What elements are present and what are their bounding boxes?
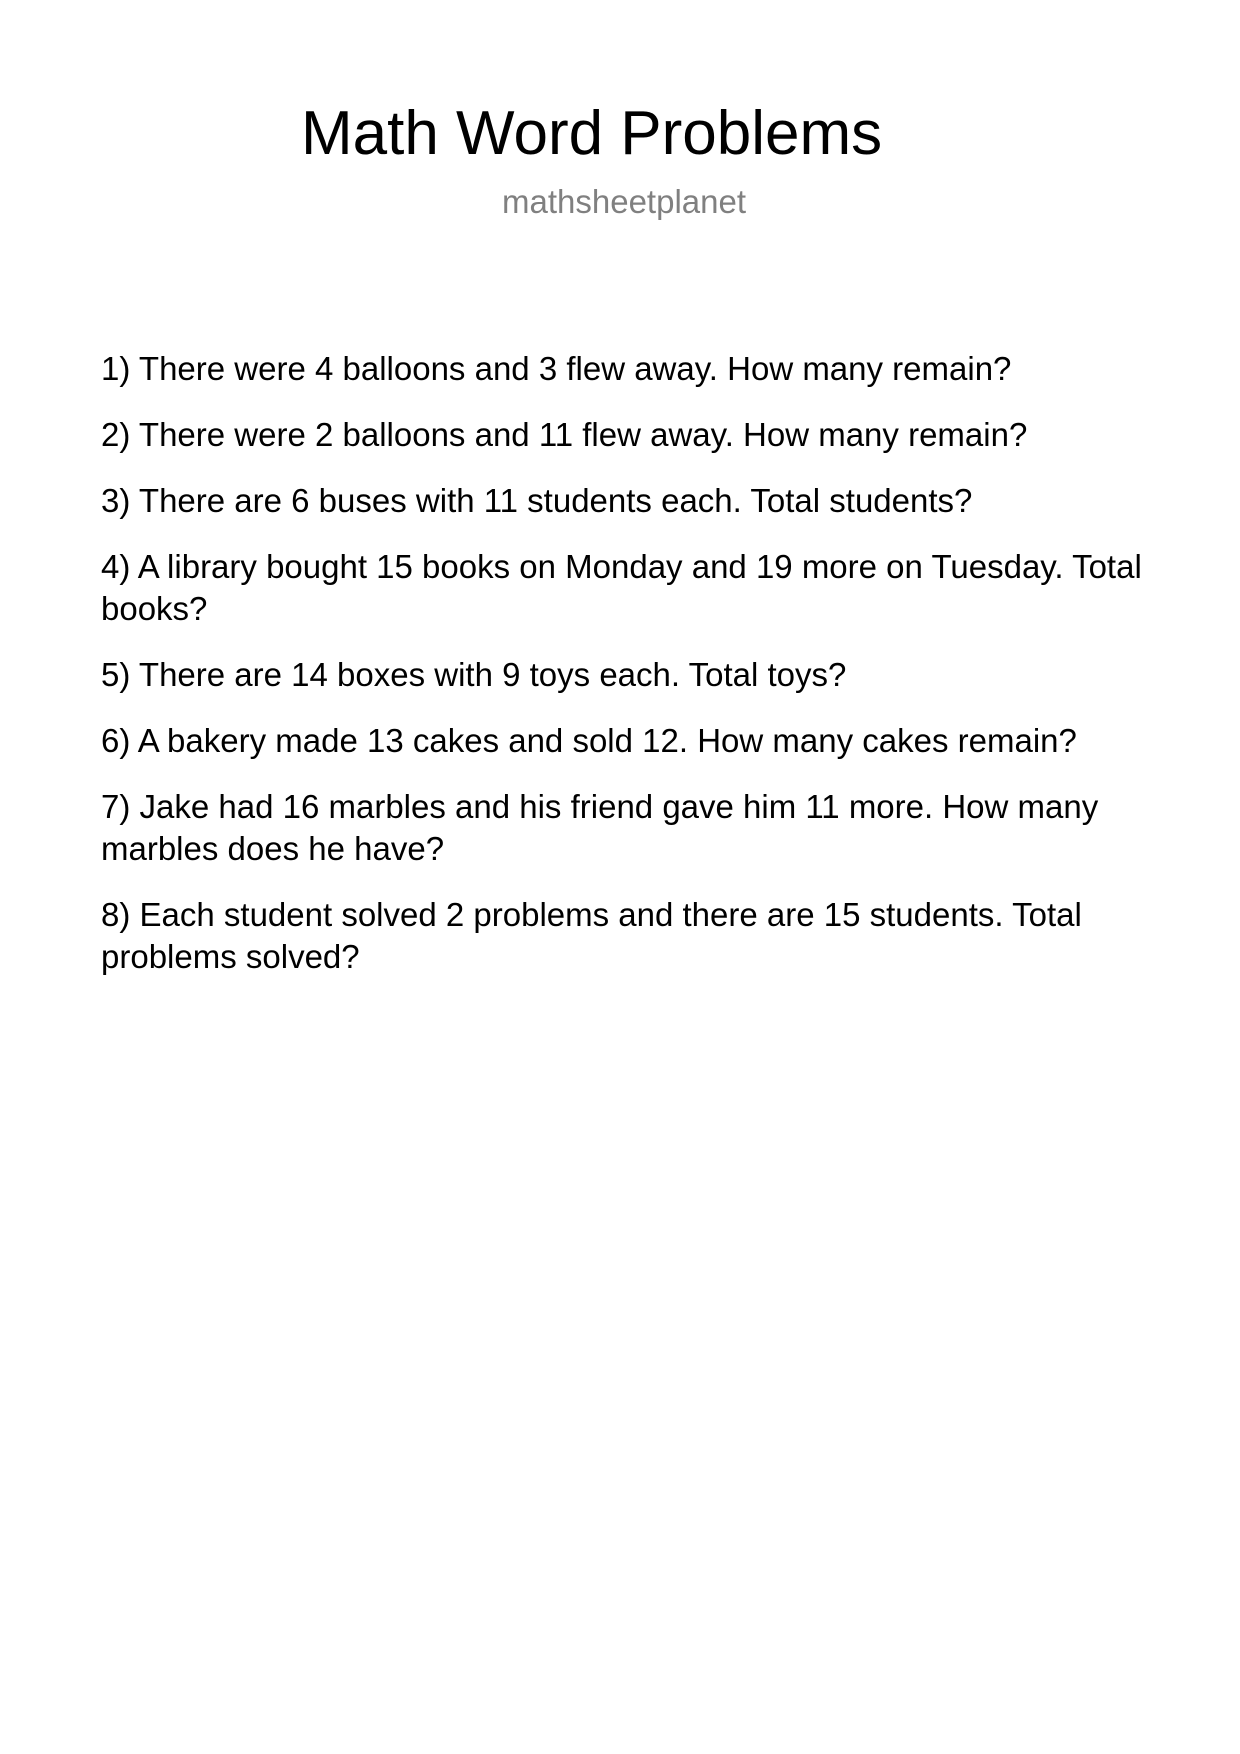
problem-item: 6) A bakery made 13 cakes and sold 12. How many cakes remain? — [101, 722, 1077, 759]
problem-item: 2) There were 2 balloons and 11 flew away. How many remain? — [101, 416, 1028, 453]
problem-item: 1) There were 4 balloons and 3 flew away. How many remain? — [101, 350, 1012, 387]
problem-item: 4) A library bought 15 books on Monday and 19 more on Tuesday. Total books? — [101, 548, 1142, 627]
problem-item: 5) There are 14 boxes with 9 toys each. Total toys? — [101, 656, 847, 693]
problem-item: 3) There are 6 buses with 11 students each. Total students? — [101, 482, 973, 519]
problem-item: 7) Jake had 16 marbles and his friend gave him 11 more. How many marbles does he have? — [101, 788, 1099, 867]
problem-item: 8) Each student solved 2 problems and there are 15 students. Total problems solved? — [101, 896, 1082, 975]
problem-list — [101, 348, 1153, 1002]
page-title: Math Word Problems — [301, 99, 883, 168]
page-subtitle: mathsheetplanet — [502, 183, 747, 220]
